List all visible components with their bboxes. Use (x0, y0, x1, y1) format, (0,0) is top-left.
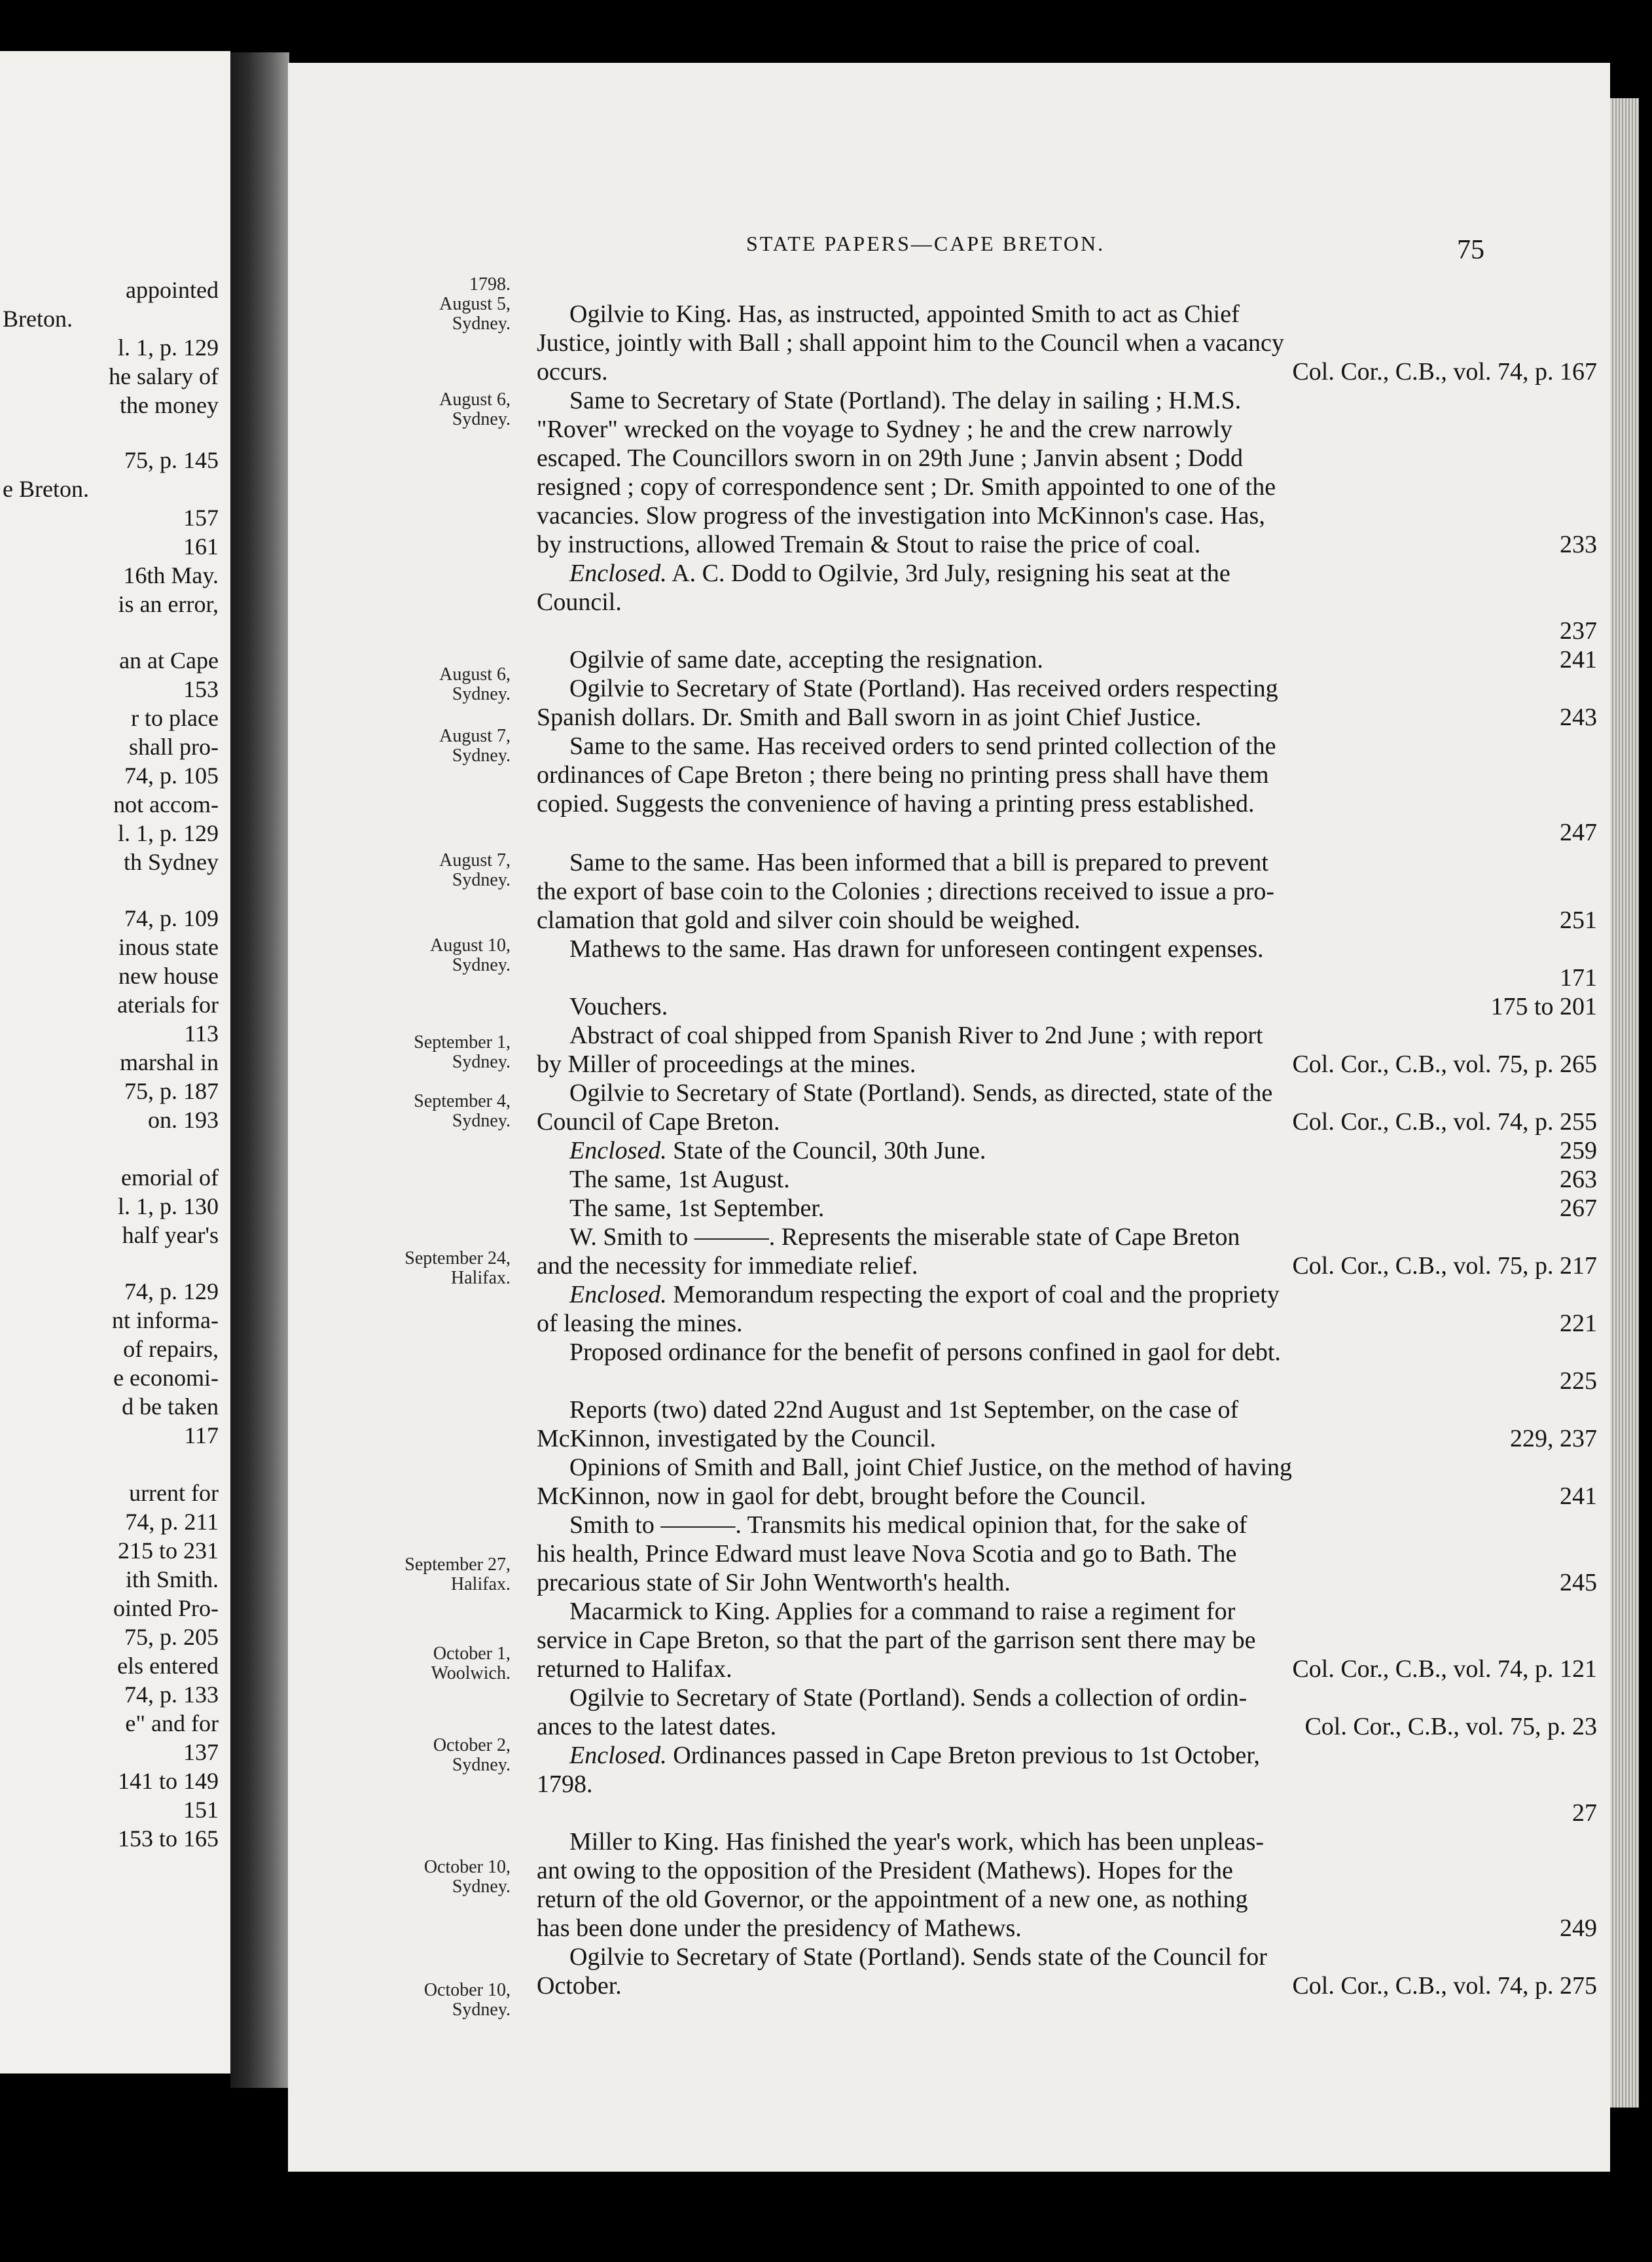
date-line: October 10, (423, 1857, 511, 1877)
left-page-line: 16th May. (123, 562, 219, 588)
date-line: August 5, (439, 294, 511, 314)
date-line: Sydney. (452, 1755, 511, 1775)
entry-date (353, 1981, 511, 2020)
running-head: STATE PAPERS—CAPE BRETON. (746, 232, 1105, 255)
left-page-line: emorial of (121, 1164, 219, 1191)
date-line: 1798. (469, 274, 511, 295)
text-line (537, 906, 1597, 935)
text-line (537, 877, 1597, 906)
text-line (537, 1799, 1597, 1827)
line-reference: 229, 237 (1510, 1425, 1597, 1452)
line-text: Ogilvie to Secretary of State (Portland). Sends state of the Council for (569, 1943, 1267, 1971)
line-reference: 245 (1560, 1569, 1597, 1596)
line-reference: 267 (1560, 1194, 1597, 1222)
text-line (537, 703, 1597, 732)
left-page-line: els entered (117, 1653, 219, 1679)
text-line (537, 617, 1597, 645)
line-text: Ogilvie of same date, accepting the resignation. (569, 646, 1043, 673)
text-line (537, 1309, 1597, 1338)
left-page-line: 75, p. 145 (124, 447, 219, 473)
text-line (569, 732, 1597, 761)
text-line (569, 674, 1597, 703)
date-line: October 1, (433, 1643, 511, 1664)
line-text: Vouchers. (569, 993, 668, 1020)
left-page-line: not accom- (113, 791, 219, 817)
entry-date (353, 1858, 511, 1897)
text-line (537, 761, 1597, 789)
text-line (569, 1741, 1597, 1770)
left-page-line: 215 to 231 (117, 1537, 219, 1564)
line-text: Miller to King. Has finished the year's work, which has been unpleas- (569, 1828, 1265, 1856)
line-text: W. Smith to ———. Represents the miserable state of Cape Breton (569, 1223, 1240, 1251)
text-line (537, 1482, 1597, 1511)
left-page-line: 137 (183, 1739, 219, 1765)
left-page-line: shall pro- (129, 734, 219, 760)
line-text: Enclosed. Ordinances passed in Cape Breton previous to 1st October, (569, 1742, 1260, 1769)
line-text: Justice, jointly with Ball ; shall appoint him to the Council when a vacancy (537, 329, 1284, 357)
text-line (537, 1712, 1597, 1741)
line-text: "Rover" wrecked on the voyage to Sydney ; he and the crew narrowly (537, 416, 1233, 443)
left-page-line: e economi- (113, 1365, 219, 1391)
text-line (537, 1107, 1597, 1136)
text-line (537, 1770, 1597, 1799)
text-line (537, 588, 1597, 617)
line-text: October. (537, 1972, 622, 2000)
line-text: Council of Cape Breton. (537, 1108, 780, 1136)
left-page-line: e" and for (125, 1710, 219, 1736)
date-line: Halifax. (451, 1574, 511, 1594)
text-line (569, 935, 1597, 963)
left-page-line: 75, p. 205 (124, 1624, 219, 1650)
line-text: occurs. (537, 358, 608, 386)
left-page-line: marshal in (120, 1049, 219, 1075)
left-page-line: l. 1, p. 129 (117, 820, 219, 846)
line-text: Ogilvie to Secretary of State (Portland). Sends, as directed, state of the (569, 1079, 1273, 1107)
text-line (569, 1194, 1597, 1223)
text-line (537, 1971, 1597, 2000)
left-page-line: 74, p. 211 (125, 1509, 219, 1535)
text-line (537, 789, 1597, 818)
left-page-line: l. 1, p. 129 (117, 334, 219, 361)
left-page-line: urrent for (129, 1480, 219, 1506)
text-line (569, 1511, 1597, 1539)
line-text: by Miller of proceedings at the mines. (537, 1050, 916, 1078)
left-page-line: 74, p. 105 (124, 763, 219, 789)
text-line (537, 1626, 1597, 1655)
line-text: Council. (537, 588, 622, 616)
line-text: Macarmick to King. Applies for a command to raise a regiment for (569, 1598, 1236, 1625)
line-text: 1798. (537, 1770, 593, 1798)
line-text: Abstract of coal shipped from Spanish River to 2nd June ; with report (569, 1022, 1263, 1049)
line-text: clamation that gold and silver coin should be weighed. (537, 907, 1081, 934)
date-line: October 2, (433, 1735, 511, 1755)
date-line: Woolwich. (431, 1663, 511, 1683)
date-line: Sydney. (452, 1876, 511, 1897)
text-line (569, 559, 1597, 588)
line-text: returned to Halifax. (537, 1655, 732, 1683)
text-line (537, 1367, 1597, 1395)
date-line: Sydney. (452, 955, 511, 975)
left-page-line: th Sydney (123, 849, 219, 875)
line-reference: 247 (1560, 819, 1597, 846)
left-page-line: appointed (126, 277, 219, 303)
text-line (569, 645, 1597, 674)
entry-date (353, 851, 511, 890)
line-text: precarious state of Sir John Wentworth's health. (537, 1569, 1011, 1596)
line-text: and the necessity for immediate relief. (537, 1252, 918, 1280)
line-text: Mathews to the same. Has drawn for unforeseen contingent expenses. (569, 935, 1264, 963)
entry-date (353, 936, 511, 975)
left-page-line: 157 (183, 505, 219, 531)
date-line: Sydney. (452, 409, 511, 429)
entry-date (353, 1033, 511, 1072)
text-line (569, 992, 1597, 1021)
line-text: ances to the latest dates. (537, 1713, 777, 1740)
left-page-line: inous state (118, 934, 219, 960)
left-page-line: new house (118, 963, 219, 989)
line-text: by instructions, allowed Tremain & Stout to raise the price of coal. (537, 531, 1201, 558)
line-text: Ogilvie to Secretary of State (Portland). Sends a collection of ordin- (569, 1684, 1248, 1712)
left-page-line: 161 (183, 533, 219, 560)
left-page-line: is an error, (118, 591, 219, 617)
line-text: Same to Secretary of State (Portland). The delay in sailing ; H.M.S. (569, 387, 1242, 414)
line-text: Reports (two) dated 22nd August and 1st September, on the case of (569, 1396, 1239, 1424)
entry-date (353, 727, 511, 766)
text-line (569, 300, 1597, 329)
date-line: Sydney. (452, 1052, 511, 1072)
left-page-line: the money (120, 392, 219, 418)
text-line (569, 1827, 1597, 1856)
text-line (537, 1885, 1597, 1914)
text-line (569, 1338, 1597, 1367)
entry-date (353, 1555, 511, 1594)
left-page-line: 74, p. 133 (124, 1681, 219, 1708)
line-reference: 27 (1572, 1799, 1597, 1827)
line-text: Ogilvie to King. Has, as instructed, appointed Smith to act as Chief (569, 300, 1240, 328)
line-reference: Col. Cor., C.B., vol. 74, p. 121 (1292, 1655, 1597, 1683)
date-line: October 10, (423, 1980, 511, 2000)
left-page-line: 141 to 149 (117, 1768, 219, 1794)
line-reference: 263 (1560, 1166, 1597, 1193)
line-text: his health, Prince Edward must leave Nova Scotia and go to Bath. The (537, 1540, 1237, 1568)
left-page-line: aterials for (117, 992, 219, 1018)
line-text: Enclosed. A. C. Dodd to Ogilvie, 3rd July, resigning his seat at the (569, 560, 1230, 587)
left-page-line: 74, p. 109 (124, 905, 219, 931)
date-line: Sydney. (452, 684, 511, 704)
text-line (537, 1568, 1597, 1597)
left-page-line: half year's (122, 1222, 219, 1248)
date-line: August 7, (439, 850, 511, 871)
text-line (537, 444, 1597, 473)
entry-date (353, 665, 511, 704)
date-line: September 27, (404, 1554, 511, 1575)
text-line (569, 1021, 1597, 1050)
left-page-line: Breton. (3, 306, 73, 332)
text-line (569, 1079, 1597, 1107)
left-page-line: e Breton. (3, 476, 89, 502)
line-reference: 171 (1560, 964, 1597, 992)
left-page-line: 153 to 165 (117, 1825, 219, 1852)
text-line (537, 329, 1597, 357)
line-reference: 243 (1560, 704, 1597, 731)
line-text: the export of base coin to the Colonies ; directions received to issue a pro- (537, 878, 1275, 905)
line-text: resigned ; copy of correspondence sent ; Dr. Smith appointed to one of the (537, 473, 1276, 501)
line-text: McKinnon, investigated by the Council. (537, 1425, 937, 1452)
line-text: escaped. The Councillors sworn in on 29th June ; Janvin absent ; Dodd (537, 444, 1243, 472)
date-line: September 4, (414, 1091, 511, 1111)
text-line (537, 1914, 1597, 1943)
line-text: Opinions of Smith and Ball, joint Chief Justice, on the method of having (569, 1454, 1293, 1481)
date-line: August 6, (439, 389, 511, 410)
text-line (537, 1424, 1597, 1453)
text-line (537, 818, 1597, 847)
date-line: August 10, (430, 935, 511, 956)
line-reference: 241 (1560, 646, 1597, 673)
line-text: has been done under the presidency of Mathews. (537, 1914, 1022, 1942)
text-line (569, 386, 1597, 415)
left-page-line: nt informa- (112, 1307, 219, 1333)
left-page-line: of repairs, (123, 1336, 219, 1362)
line-text: ordinances of Cape Breton ; there being no printing press shall have them (537, 761, 1269, 789)
line-reference: 175 to 201 (1490, 993, 1597, 1020)
date-line: August 7, (439, 726, 511, 746)
entry-date (353, 1644, 511, 1683)
date-line: Sydney. (452, 870, 511, 890)
text-line (537, 1655, 1597, 1683)
line-reference: Col. Cor., C.B., vol. 75, p. 217 (1292, 1252, 1597, 1280)
date-line: September 1, (414, 1032, 511, 1052)
line-text: copied. Suggests the convenience of having a printing press established. (537, 790, 1255, 817)
line-reference: 251 (1560, 907, 1597, 934)
line-text: The same, 1st August. (569, 1166, 790, 1193)
left-page-line: ith Smith. (125, 1566, 219, 1592)
line-text: ant owing to the opposition of the President (Mathews). Hopes for the (537, 1857, 1233, 1884)
text-line (537, 473, 1597, 501)
text-line (537, 963, 1597, 992)
line-text: Smith to ———. Transmits his medical opinion that, for the sake of (569, 1511, 1248, 1539)
date-line: Sydney. (452, 745, 511, 766)
entry-date (353, 1249, 511, 1288)
entry-date (353, 1736, 511, 1775)
date-line: September 24, (404, 1248, 511, 1268)
left-page-line: 153 (183, 676, 219, 702)
entry-date (353, 1092, 511, 1131)
text-line (537, 501, 1597, 530)
line-text: The same, 1st September. (569, 1194, 825, 1222)
line-reference: 225 (1560, 1367, 1597, 1395)
line-reference: 237 (1560, 617, 1597, 645)
text-line (569, 1453, 1597, 1482)
left-page-line: he salary of (109, 363, 219, 389)
entry-date (353, 390, 511, 429)
line-reference: Col. Cor., C.B., vol. 74, p. 255 (1292, 1108, 1597, 1136)
text-line (569, 1136, 1597, 1165)
line-text: return of the old Governor, or the appointment of a new one, as nothing (537, 1886, 1248, 1913)
text-line (537, 415, 1597, 444)
left-page-line: ointed Pro- (113, 1595, 219, 1621)
line-text: Spanish dollars. Dr. Smith and Ball sworn in as joint Chief Justice. (537, 704, 1202, 731)
line-reference: Col. Cor., C.B., vol. 74, p. 275 (1292, 1972, 1597, 2000)
line-reference: Col. Cor., C.B., vol. 75, p. 23 (1304, 1713, 1597, 1740)
text-line (569, 1683, 1597, 1712)
date-line: Halifax. (451, 1268, 511, 1288)
date-line: Sydney. (452, 314, 511, 334)
text-line (569, 1280, 1597, 1309)
line-reference: 221 (1560, 1310, 1597, 1337)
previous-page-fragment (0, 51, 230, 2074)
line-text: Enclosed. Memorandum respecting the export of coal and the propriety (569, 1281, 1280, 1308)
left-page-line: r to place (131, 705, 219, 731)
text-line (569, 1597, 1597, 1626)
line-text: service in Cape Breton, so that the part of the garrison sent there may be (537, 1626, 1256, 1654)
text-line (537, 530, 1597, 559)
line-reference: Col. Cor., C.B., vol. 75, p. 265 (1292, 1050, 1597, 1078)
line-reference: 233 (1560, 531, 1597, 558)
left-page-line: an at Cape (119, 647, 219, 673)
date-line: Sydney. (452, 2000, 511, 2020)
line-text: Proposed ordinance for the benefit of persons confined in gaol for debt. (569, 1338, 1281, 1366)
line-text: of leasing the mines. (537, 1310, 743, 1337)
book-gutter (230, 52, 289, 2088)
line-text: Enclosed. State of the Council, 30th June. (569, 1137, 986, 1164)
line-text: vacancies. Slow progress of the investigation into McKinnon's case. Has, (537, 502, 1265, 530)
line-text: Same to the same. Has received orders to send printed collection of the (569, 732, 1276, 760)
left-page-line: 75, p. 187 (124, 1078, 219, 1104)
left-page-line: on. 193 (148, 1107, 219, 1133)
line-reference: Col. Cor., C.B., vol. 74, p. 167 (1292, 358, 1597, 386)
line-reference: 241 (1560, 1482, 1597, 1510)
text-line (569, 1395, 1597, 1424)
text-line (537, 1856, 1597, 1885)
date-line: Sydney. (452, 1111, 511, 1131)
text-line (537, 357, 1597, 386)
line-text: McKinnon, now in gaol for debt, brought before the Council. (537, 1482, 1146, 1510)
left-page-line: 151 (183, 1797, 219, 1823)
text-line (569, 1943, 1597, 1971)
text-line (569, 1165, 1597, 1194)
left-page-line: 74, p. 129 (124, 1278, 219, 1304)
line-reference: 249 (1560, 1914, 1597, 1942)
line-text: Same to the same. Has been informed that a bill is prepared to prevent (569, 849, 1268, 876)
text-line (537, 1539, 1597, 1568)
left-page-line: l. 1, p. 130 (117, 1193, 219, 1219)
document-page (288, 63, 1610, 2172)
left-page-line: 117 (184, 1422, 219, 1448)
text-line (537, 1251, 1597, 1280)
date-line: August 6, (439, 664, 511, 685)
line-reference: 259 (1560, 1137, 1597, 1164)
left-page-line: 113 (184, 1020, 219, 1047)
entry-date (353, 275, 511, 334)
page-number: 75 (1457, 235, 1484, 265)
left-page-line: d be taken (122, 1393, 219, 1420)
text-line (569, 1223, 1597, 1251)
text-line (569, 848, 1597, 877)
line-text: Ogilvie to Secretary of State (Portland). Has received orders respecting (569, 675, 1278, 702)
text-line (537, 1050, 1597, 1079)
